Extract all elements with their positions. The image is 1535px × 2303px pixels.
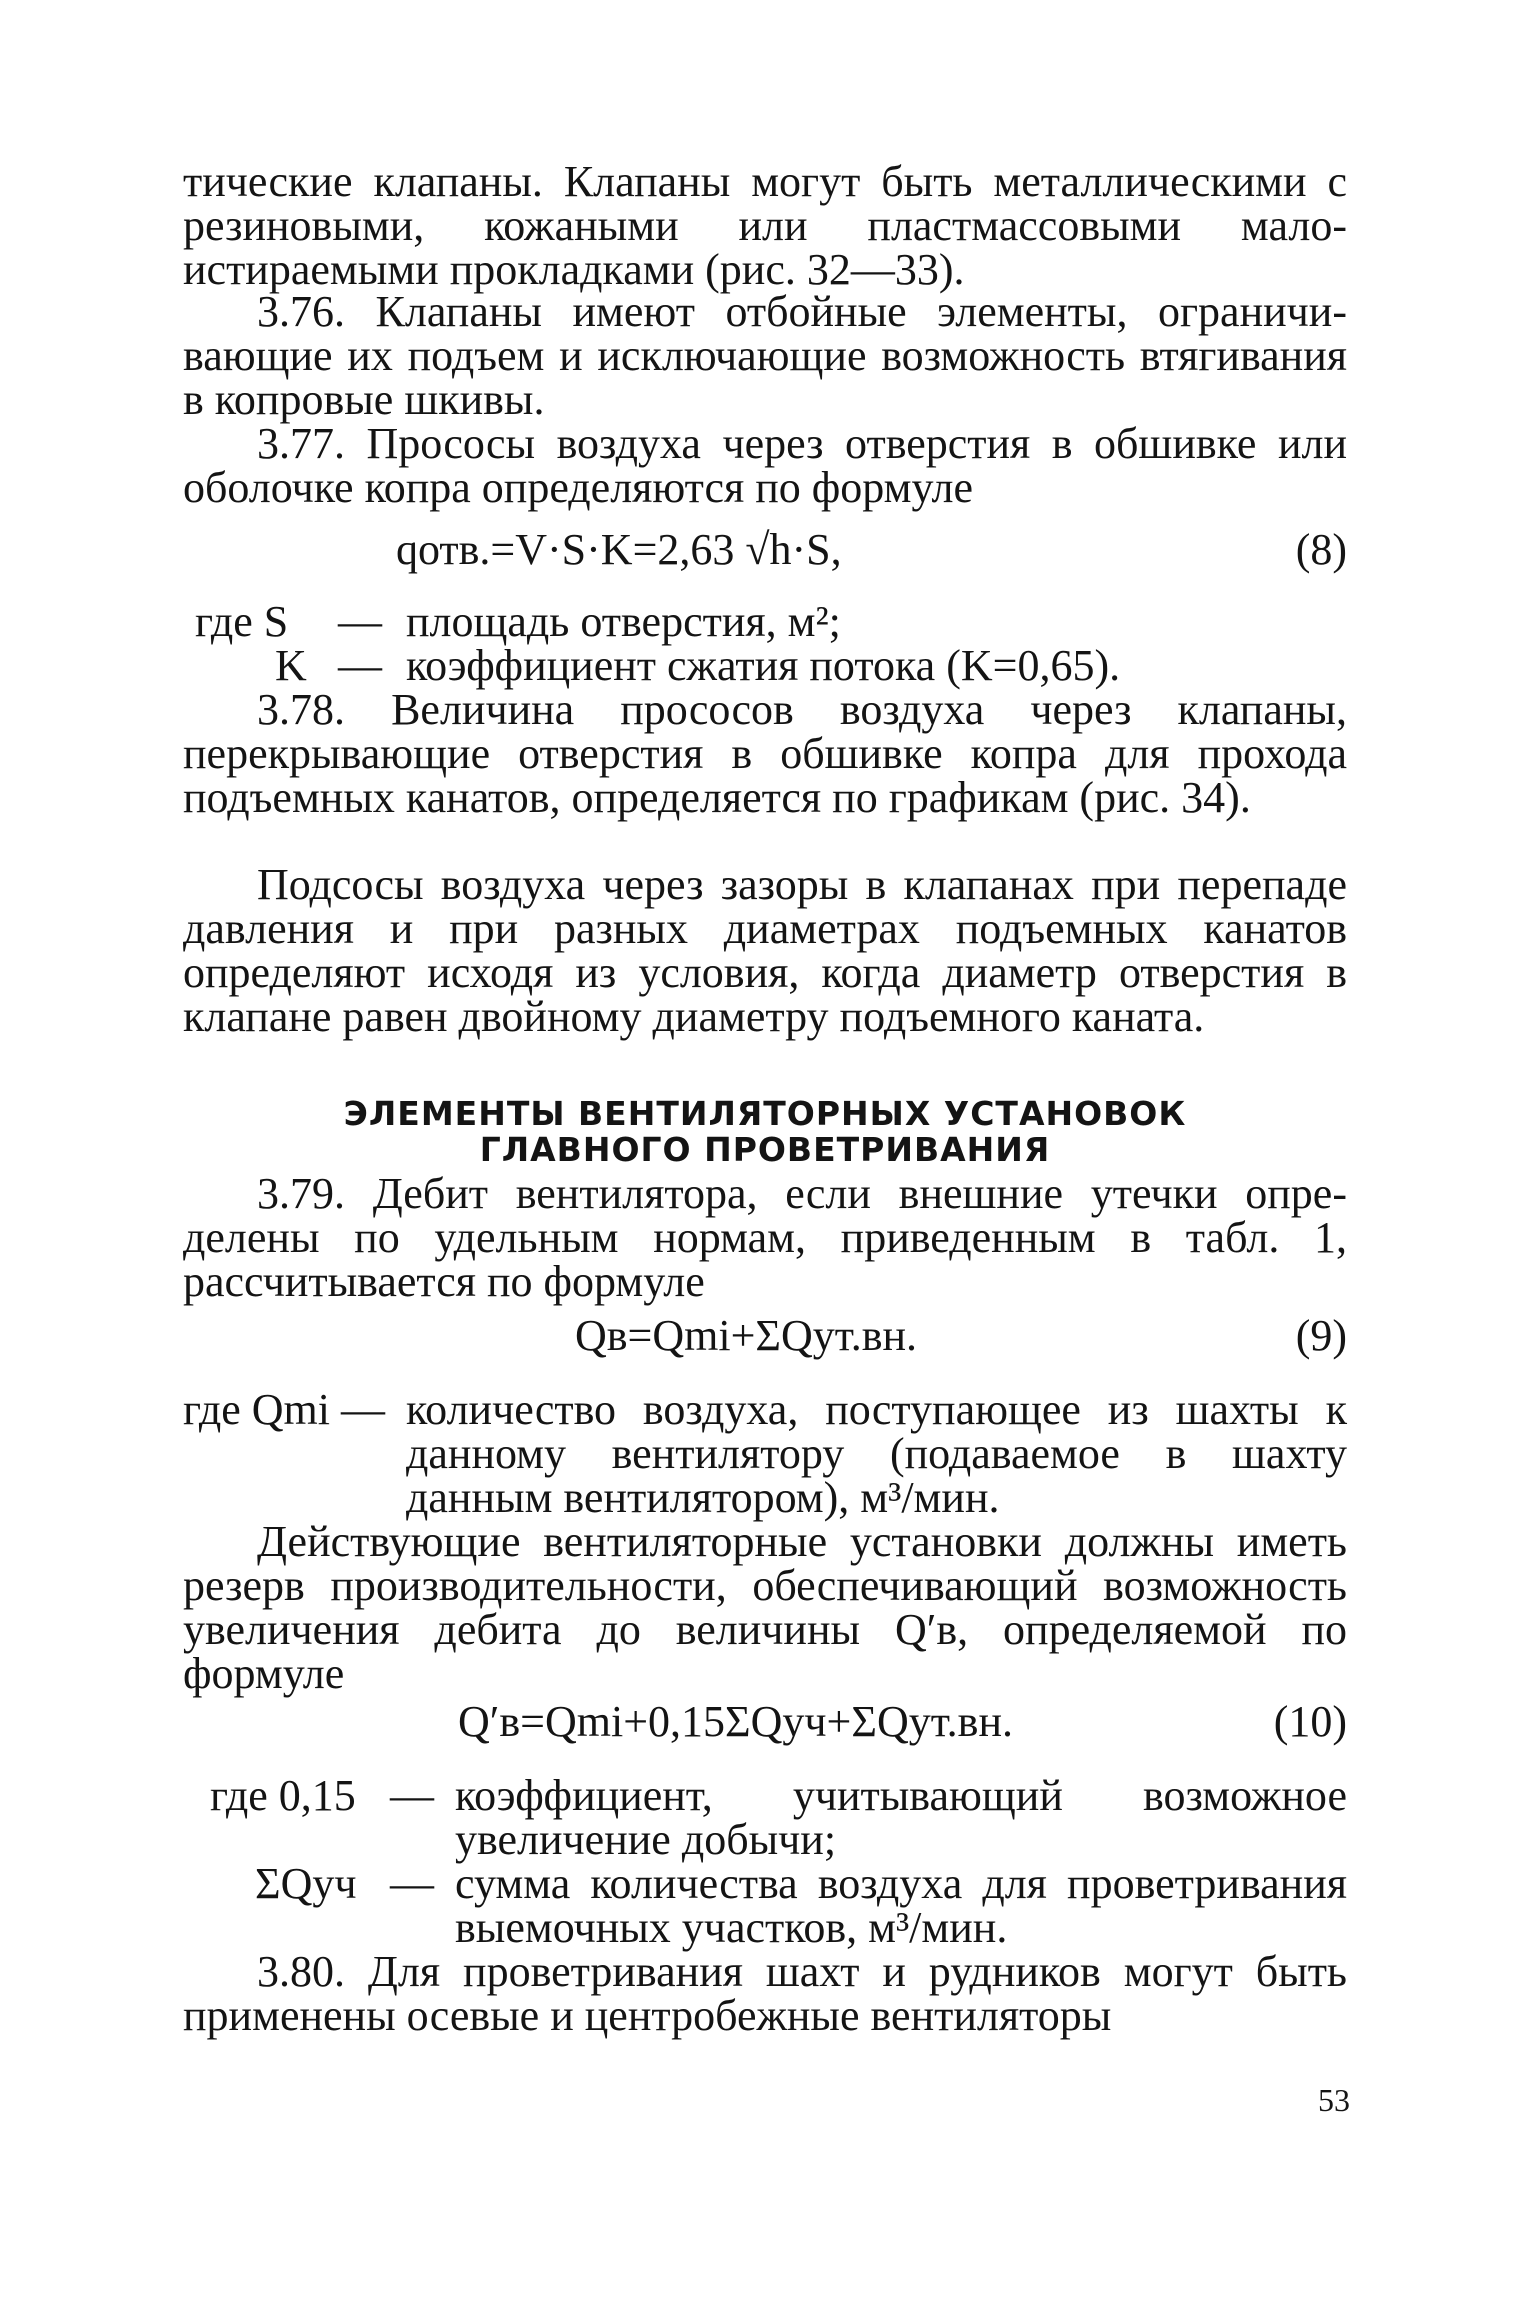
definition-term: где Qmi: [183, 1385, 330, 1434]
paragraph-text: 3.76. Клапаны имеют отбойные элементы, ограничивающие их подъем и исключающие возможность втягивания в копровые шкивы.: [183, 287, 1347, 424]
paragraph-continuation: [183, 157, 1347, 294]
paragraph-podsosy: [183, 860, 1347, 1041]
definition-term: K: [275, 641, 307, 690]
formula-8-number: (8): [1295, 525, 1347, 574]
paragraph-3-77: [183, 419, 1347, 512]
paragraph-3-78: [183, 685, 1347, 822]
paragraph-3-80: [183, 1947, 1347, 2040]
formula-8-row: [183, 525, 1347, 578]
paragraph-deistvuyushchie: [183, 1517, 1347, 1698]
section-heading-line-2: ГЛАВНОГО ПРОВЕТРИВАНИЯ: [479, 1130, 1051, 1169]
formula-9: Qв=Qmi+ΣQут.вн.: [575, 1311, 918, 1360]
paragraph-3-79: [183, 1169, 1347, 1306]
definition-k: [195, 641, 1347, 690]
definition-term: где S: [195, 597, 289, 646]
definition-dash: —: [338, 641, 382, 690]
formula-8: qотв.=V·S·K=2,63 √h·S,: [396, 525, 842, 574]
definition-dash: —: [390, 1859, 434, 1908]
section-heading-line-1: ЭЛЕМЕНТЫ ВЕНТИЛЯТОРНЫХ УСТАНОВОК: [343, 1094, 1187, 1133]
definition-s: [195, 597, 1347, 646]
paragraph-text: 3.80. Для проветривания шахт и рудников могут быть применены осевые и центробежные вентиляторы: [183, 1947, 1347, 2040]
paragraph-text: 3.78. Величина прососов воздуха через клапаны, перекрывающие отверстия в обшивке копра для прохода подъемных канатов, определяется по графикам (рис. 34).: [183, 685, 1347, 822]
definition-text: коэффициент, учитывающий возможное увеличение добычи;: [455, 1771, 1347, 1864]
definition-dash: —: [341, 1385, 385, 1434]
definition-term: где 0,15: [210, 1771, 356, 1820]
formula-9-row: [183, 1311, 1347, 1364]
page-number: 53: [1318, 2082, 1350, 2118]
paragraph-3-76: [183, 287, 1347, 424]
definition-text: площадь отверстия, м²;: [406, 597, 841, 646]
definition-dash: —: [390, 1771, 434, 1820]
formula-10: Q′в=Qmi+0,15ΣQуч+ΣQут.вн.: [458, 1697, 1013, 1746]
formula-10-number: (10): [1273, 1697, 1347, 1746]
definition-term: ΣQуч: [255, 1859, 357, 1908]
definition-qmi: [183, 1385, 1347, 1528]
formula-9-number: (9): [1295, 1311, 1347, 1360]
paragraph-text: 3.77. Прососы воздуха через отверстия в обшивке или оболочке копра определяются по формуле: [183, 419, 1347, 512]
paragraph-text: Подсосы воздуха через зазоры в клапанах при перепаде давления и при разных диаметрах подъемных канатов определяют исходя из условия, когда диаметр отверстия в клапане равен двойному диаметру подъемного каната.: [183, 860, 1347, 1041]
paragraph-text: тические клапаны. Клапаны могут быть металлическими с резиновыми, кожаными или пластмассовыми малоистираемыми прокладками (рис. 32—33).: [183, 157, 1347, 294]
definition-text: сумма количества воздуха для проветривания выемочных участков, м³/мин.: [455, 1859, 1347, 1952]
definition-0-15: [210, 1771, 1347, 1866]
definition-dash: —: [338, 597, 382, 646]
definition-text: коэффициент сжатия потока (K=0,65).: [406, 641, 1121, 690]
definition-text: количество воздуха, поступающее из шахты к данному вентилятору (подаваемое в шахту данным вентилятором), м³/мин.: [406, 1385, 1347, 1522]
paragraph-text: 3.79. Дебит вентилятора, если внешние утечки определены по удельным нормам, приведенным в табл. 1, рассчитывается по формуле: [183, 1169, 1347, 1306]
definition-sum-quch: [210, 1859, 1347, 1954]
section-heading: [183, 1096, 1347, 1168]
paragraph-text: Действующие вентиляторные установки должны иметь резерв производительности, обеспечивающий возможность увеличения дебита до величины Q′в, определяемой по формуле: [183, 1517, 1347, 1698]
formula-10-row: [183, 1697, 1347, 1750]
